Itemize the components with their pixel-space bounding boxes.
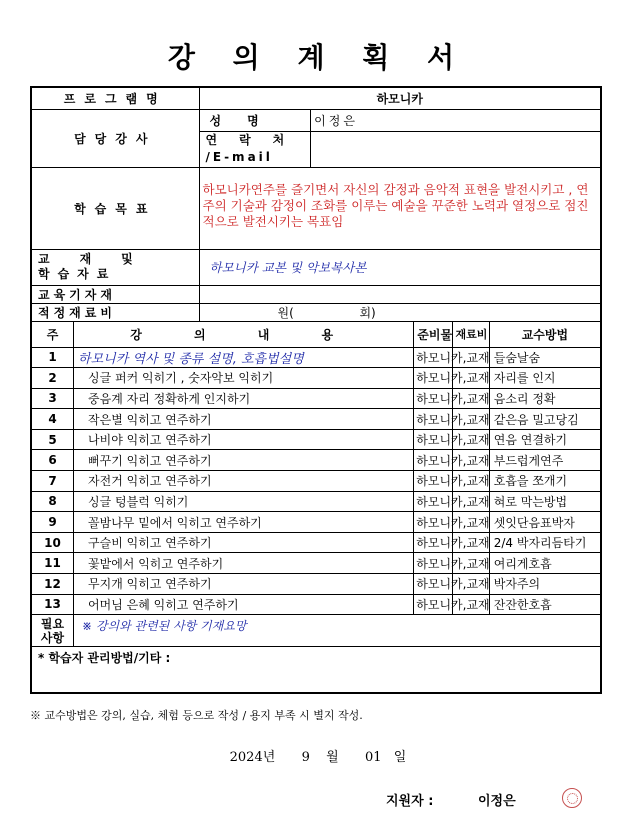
week-number: 7 — [31, 471, 74, 492]
equipment-label: 교육기자재 — [31, 285, 199, 303]
materials-label-line1: 교재및 — [38, 252, 163, 266]
program-value[interactable]: 하모니카 — [199, 87, 601, 109]
week-number: 8 — [31, 491, 74, 512]
week-content[interactable]: 중음계 자리 정확하게 인지하기 — [74, 388, 414, 409]
week-prep[interactable]: 하모니카,교재 — [414, 512, 452, 533]
week-prep[interactable]: 하모니카,교재 — [414, 388, 452, 409]
week-content[interactable]: 싱글 텅블럭 익히기 — [74, 491, 414, 512]
week-number: 13 — [31, 594, 74, 615]
fee-times: 회) — [359, 305, 376, 320]
week-method[interactable]: 2/4 박자리듬타기 — [489, 532, 601, 553]
week-method[interactable]: 여리게호흡 — [489, 553, 601, 574]
week-prep[interactable]: 하모니카,교재 — [414, 594, 452, 615]
footnote: ※ 교수방법은 강의, 실습, 체험 등으로 작성 / 용지 부족 시 별지 작성. — [30, 709, 363, 722]
week-content[interactable]: 자전거 익히고 연주하기 — [74, 471, 414, 492]
date-month: 9 — [301, 750, 310, 765]
week-content[interactable]: 뻐꾸기 익히고 연주하기 — [74, 450, 414, 471]
week-number: 12 — [31, 574, 74, 595]
week-prep[interactable]: 하모니카,교재 — [414, 574, 452, 595]
week-content[interactable]: 꽃밭에서 익히고 연주하기 — [74, 553, 414, 574]
week-number: 6 — [31, 450, 74, 471]
contact-label-line1: 연락처 — [205, 133, 307, 147]
week-number: 10 — [31, 532, 74, 553]
week-content[interactable]: 구슬비 익히고 연주하기 — [74, 532, 414, 553]
required-row — [31, 615, 601, 647]
week-method[interactable]: 혀로 막는방법 — [489, 491, 601, 512]
equipment-row — [31, 285, 601, 303]
date-year: 2024년 — [229, 750, 276, 765]
management-row — [31, 647, 601, 693]
week-method[interactable]: 같은음 밀고당김 — [489, 409, 601, 430]
week-row — [31, 409, 601, 430]
instructor-name-row — [31, 109, 601, 131]
program-row — [31, 87, 601, 109]
week-number: 9 — [31, 512, 74, 533]
signature-label: 지원자 : — [386, 794, 434, 809]
col-week: 주 — [31, 321, 74, 347]
materials-label — [31, 249, 199, 285]
program-label: 프로그램명 — [31, 87, 199, 109]
instructor-label: 담당강사 — [31, 109, 199, 167]
goal-text[interactable]: 하모니카연주를 즐기면서 자신의 감정과 음악적 표현을 발전시키고 , 연주의 기술과 감정이 조화를 이루는 예술을 꾸준한 노력과 열정으로 점진적으로 발전시키는 목표임 — [199, 167, 601, 249]
week-prep[interactable]: 하모니카,교재 — [414, 471, 452, 492]
fee-value[interactable] — [199, 303, 601, 321]
week-method[interactable]: 잔잔한호흡 — [489, 594, 601, 615]
name-label: 성명 — [199, 109, 311, 131]
name-value[interactable]: 이정은 — [311, 109, 601, 131]
week-number: 1 — [31, 347, 74, 368]
week-row — [31, 574, 601, 595]
week-number: 4 — [31, 409, 74, 430]
week-prep[interactable]: 하모니카,교재 — [414, 368, 452, 389]
goal-label: 학습목표 — [31, 167, 199, 249]
week-number: 11 — [31, 553, 74, 574]
week-method[interactable]: 들숨날숨 — [489, 347, 601, 368]
week-row — [31, 368, 601, 389]
week-content[interactable]: 무지개 익히고 연주하기 — [74, 574, 414, 595]
contact-label — [199, 131, 311, 167]
week-prep[interactable]: 하모니카,교재 — [414, 450, 452, 471]
week-row — [31, 450, 601, 471]
col-material-fee: 재료비 — [452, 321, 489, 347]
page-title: 강 의 계 획 서 — [167, 41, 469, 74]
week-row — [31, 471, 601, 492]
week-prep[interactable]: 하모니카,교재 — [414, 491, 452, 512]
materials-value[interactable]: 하모니카 교본 및 악보복사본 — [199, 249, 601, 285]
week-method[interactable]: 자리를 인지 — [489, 368, 601, 389]
week-content[interactable]: 싱글 퍼커 익히기 , 숫자악보 익히기 — [74, 368, 414, 389]
week-method[interactable]: 부드럽게연주 — [489, 450, 601, 471]
date-day: 01 — [364, 750, 382, 765]
week-prep[interactable]: 하모니카,교재 — [414, 347, 452, 368]
week-method[interactable]: 연음 연결하기 — [489, 429, 601, 450]
week-prep[interactable]: 하모니카,교재 — [414, 409, 452, 430]
contact-value[interactable] — [311, 131, 601, 167]
week-content[interactable]: 하모니카 역사 및 종류 설명, 호흡법설명 — [74, 347, 414, 368]
week-row — [31, 491, 601, 512]
week-row — [31, 347, 601, 368]
signature-name: 이정은 — [478, 794, 516, 809]
week-prep[interactable]: 하모니카,교재 — [414, 532, 452, 553]
date-line — [0, 746, 636, 765]
required-label-line2: 사항 — [40, 630, 65, 645]
week-method[interactable]: 호흡을 쪼개기 — [489, 471, 601, 492]
date-day-unit: 일 — [393, 750, 407, 765]
week-content[interactable]: 작은별 익히고 연주하기 — [74, 409, 414, 430]
management-label: * 학습자 관리방법/기타 : — [38, 651, 171, 666]
week-row — [31, 388, 601, 409]
week-content[interactable]: 꼴밤나무 밑에서 익히고 연주하기 — [74, 512, 414, 533]
week-row — [31, 594, 601, 615]
fee-label: 적정재료비 — [31, 303, 199, 321]
goal-row — [31, 167, 601, 249]
week-prep[interactable]: 하모니카,교재 — [414, 429, 452, 450]
week-content[interactable]: 어머님 은혜 익히고 연주하기 — [74, 594, 414, 615]
week-row — [31, 429, 601, 450]
col-content: 강 의 내 용 — [74, 321, 414, 347]
week-prep[interactable]: 하모니카,교재 — [414, 553, 452, 574]
equipment-value[interactable] — [199, 285, 601, 303]
week-number: 5 — [31, 429, 74, 450]
week-row — [31, 532, 601, 553]
week-method[interactable]: 음소리 정확 — [489, 388, 601, 409]
schedule-body — [31, 347, 601, 615]
contact-label-line2: /E-mail — [205, 150, 273, 164]
management-cell[interactable] — [31, 647, 601, 693]
week-number: 2 — [31, 368, 74, 389]
required-value[interactable]: ※ 강의와 관련된 사항 기재요망 — [74, 615, 601, 647]
week-content[interactable]: 나비야 익히고 연주하기 — [74, 429, 414, 450]
week-method[interactable]: 셋잇단음표박자 — [489, 512, 601, 533]
materials-label-line2: 학습자료 — [38, 267, 117, 281]
fee-row — [31, 303, 601, 321]
materials-row — [31, 249, 601, 285]
schedule-header-row — [31, 321, 601, 347]
lecture-plan-table — [30, 86, 602, 694]
week-number: 3 — [31, 388, 74, 409]
required-label-line1: 필요 — [40, 616, 65, 631]
week-row — [31, 553, 601, 574]
seal-stamp-icon — [562, 788, 582, 808]
fee-unit: 원( — [277, 305, 294, 320]
week-row — [31, 512, 601, 533]
required-label — [31, 615, 74, 647]
date-month-unit: 월 — [326, 750, 339, 765]
col-method: 교수방법 — [489, 321, 601, 347]
col-prep: 준비물 — [414, 321, 452, 347]
week-method[interactable]: 박자주의 — [489, 574, 601, 595]
